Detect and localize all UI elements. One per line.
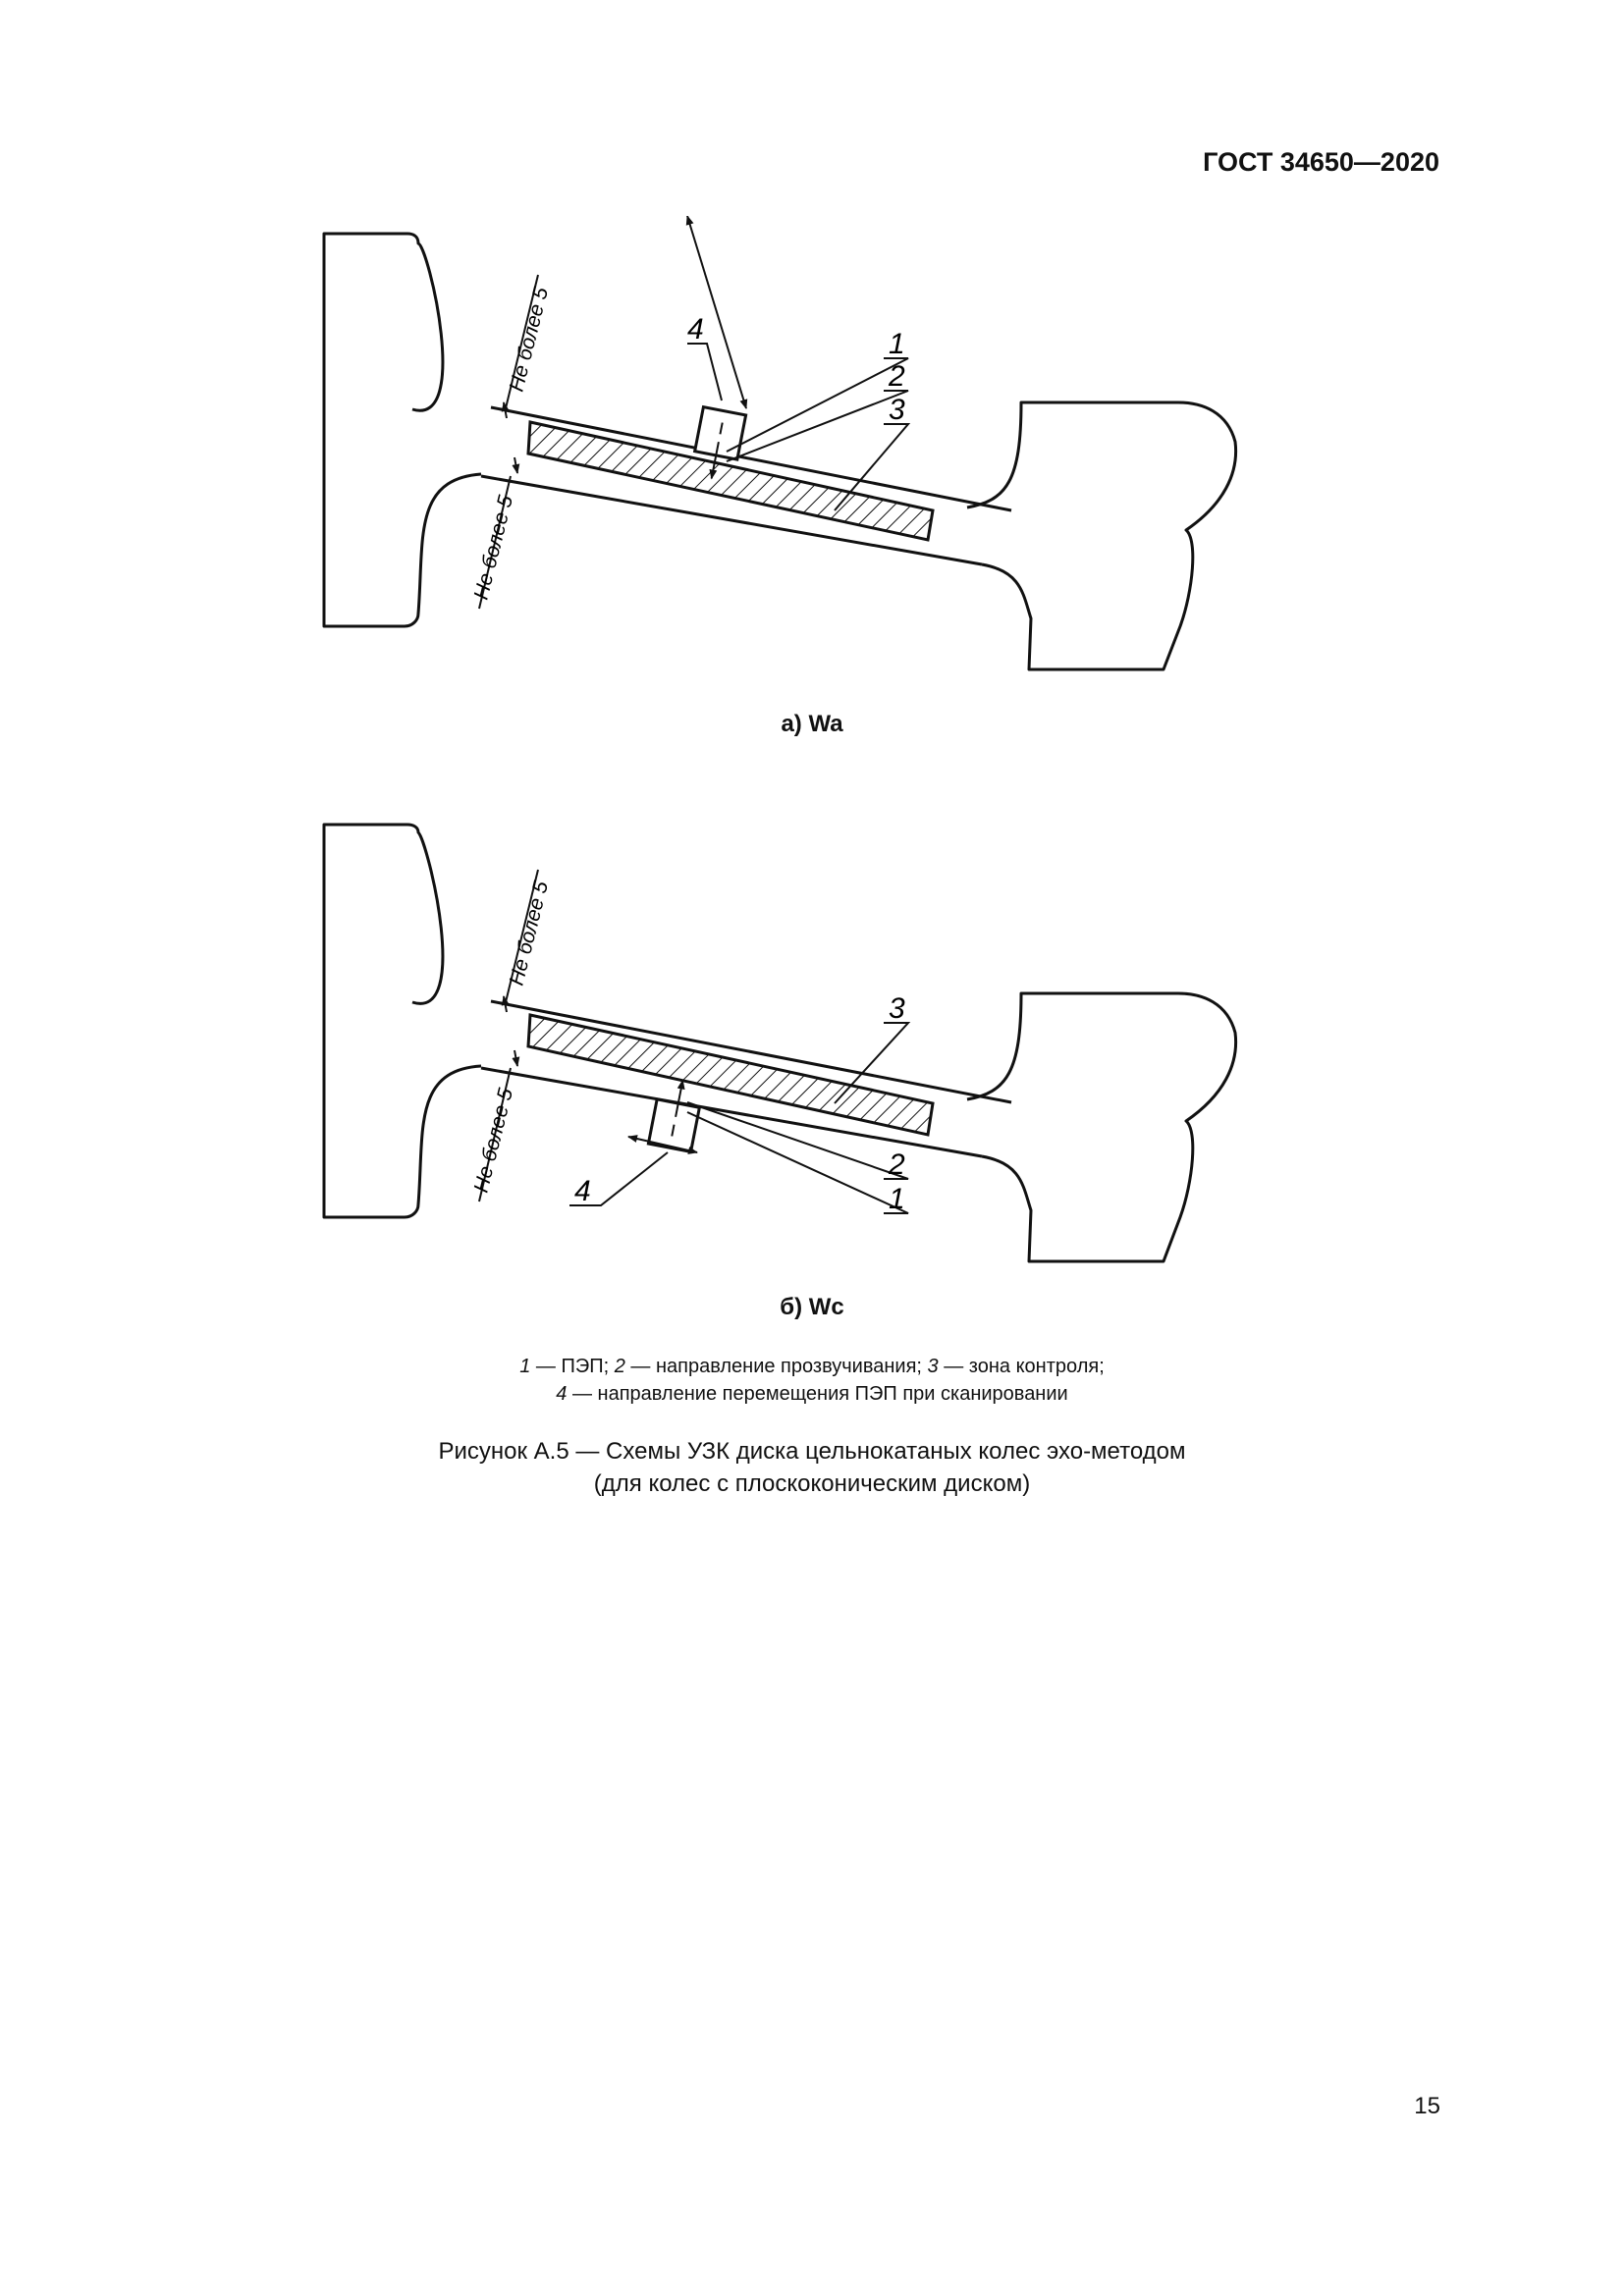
page-number: 15 bbox=[1414, 2093, 1440, 2119]
legend-line-1 bbox=[0, 1353, 1624, 1380]
legend-num-2: 2 bbox=[614, 1356, 625, 1377]
legend-num-3: 3 bbox=[927, 1356, 939, 1377]
callout-4: 4 bbox=[687, 313, 704, 346]
legend-num-4: 4 bbox=[556, 1383, 568, 1405]
leader-2 bbox=[727, 391, 908, 461]
callout-2: 2 bbox=[889, 1148, 905, 1181]
dim-arrow-bottom bbox=[514, 457, 517, 473]
legend-text-3: — зона контроля; bbox=[938, 1356, 1105, 1377]
callout-2: 2 bbox=[889, 360, 905, 393]
document-header: ГОСТ 34650—2020 bbox=[1203, 147, 1439, 177]
callout-1: 1 bbox=[889, 1183, 905, 1215]
figure-b-drawing bbox=[0, 813, 1624, 1284]
wheel-rim-outline bbox=[967, 993, 1236, 1261]
figure-b bbox=[0, 813, 1624, 1284]
figure-a bbox=[0, 216, 1624, 687]
wheel-hub-outline bbox=[324, 825, 481, 1217]
leader-1 bbox=[727, 358, 908, 452]
figure-title-line-1: Рисунок А.5 — Схемы УЗК диска цельнокатаных колес эхо-методом bbox=[438, 1438, 1186, 1465]
legend-text-2: — направление прозвучивания; bbox=[624, 1356, 928, 1377]
leader-1 bbox=[687, 1112, 908, 1213]
callout-4: 4 bbox=[574, 1175, 591, 1207]
figure-b-caption: б) Wc bbox=[780, 1294, 844, 1320]
dim-label-bottom: Не более 5 bbox=[469, 493, 518, 603]
figure-legend bbox=[0, 1353, 1624, 1408]
figure-a-caption: а) Wa bbox=[781, 711, 843, 737]
legend-line-2 bbox=[0, 1380, 1624, 1408]
probe bbox=[648, 1076, 704, 1151]
callout-3: 3 bbox=[889, 992, 905, 1025]
dim-label-bottom: Не более 5 bbox=[469, 1086, 518, 1196]
figure-title bbox=[0, 1435, 1624, 1500]
figure-a-drawing bbox=[0, 216, 1624, 687]
callout-1: 1 bbox=[889, 328, 905, 360]
callout-3: 3 bbox=[889, 394, 905, 426]
legend-num-1: 1 bbox=[519, 1356, 531, 1377]
dim-label-top: Не более 5 bbox=[505, 879, 554, 988]
wheel-rim-outline bbox=[967, 402, 1236, 669]
legend-text-1: — ПЭП; bbox=[530, 1356, 615, 1377]
legend-text-4: — направление перемещения ПЭП при сканировании bbox=[567, 1383, 1068, 1405]
dim-label-top: Не более 5 bbox=[505, 285, 554, 395]
wheel-hub-outline bbox=[324, 234, 481, 626]
leader-4 bbox=[687, 344, 722, 400]
dim-arrow-bottom bbox=[514, 1050, 517, 1066]
figure-title-line-2: (для колес с плоскоконическим диском) bbox=[593, 1470, 1031, 1497]
